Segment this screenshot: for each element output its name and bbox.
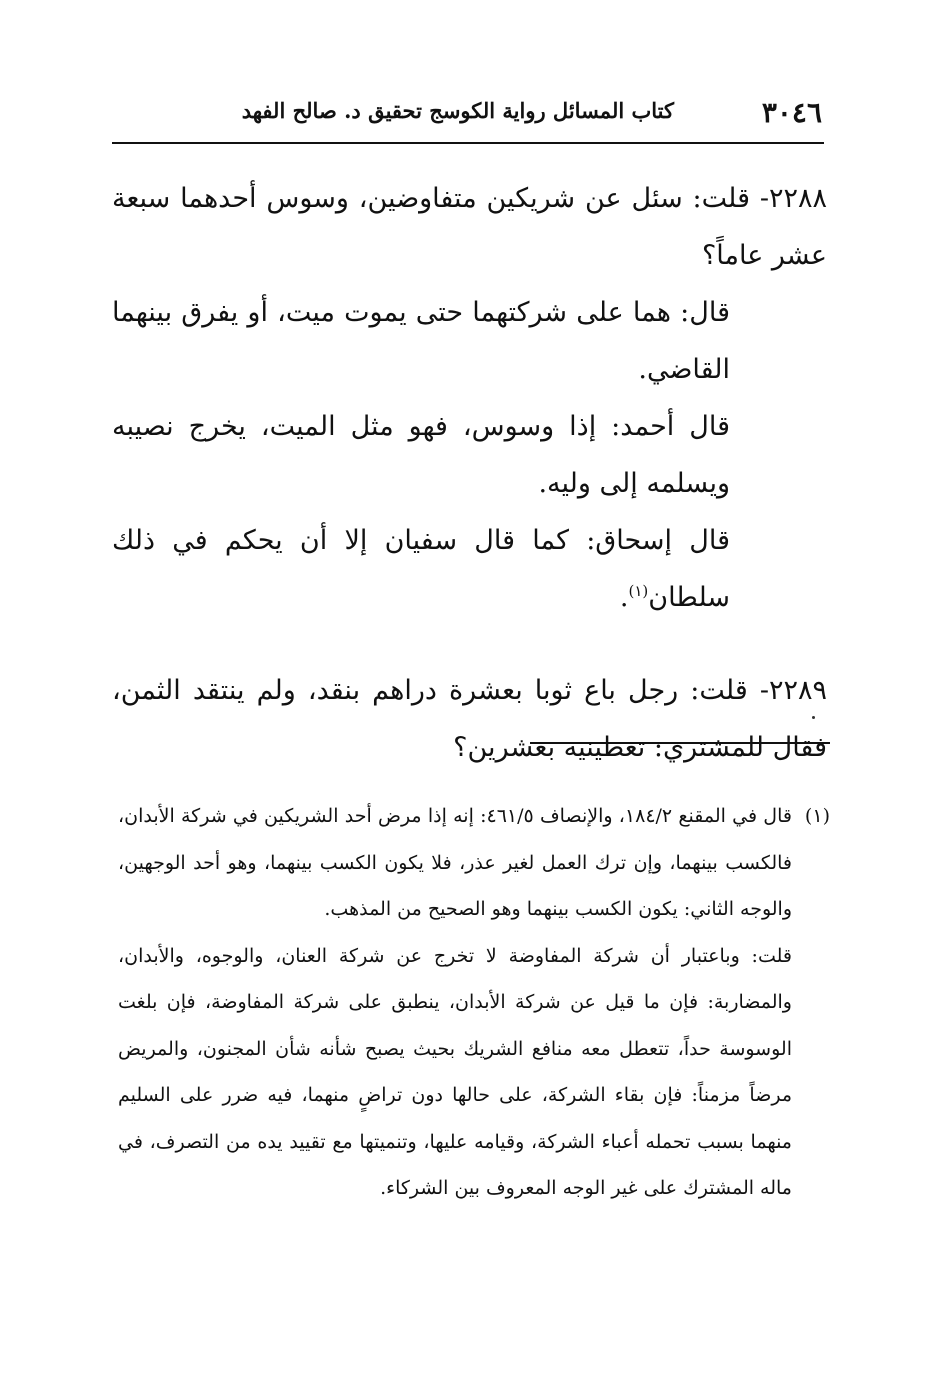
main-text: [112, 170, 827, 776]
footnote-1: [118, 793, 830, 933]
page-number: ٣٠٤٦: [761, 96, 822, 129]
answer-paragraph: قال: هما على شركتهما حتى يموت ميت، أو يفرق بينهما القاضي.: [112, 297, 730, 385]
ishaq-answer-text: قال إسحاق: كما قال سفيان إلا أن يحكم في ذلك سلطان: [112, 525, 730, 613]
entry-dash: -: [750, 183, 769, 214]
entry-number: ٢٢٨٨: [768, 183, 827, 214]
entry-number: ٢٢٨٩: [768, 675, 827, 706]
footnote-1-text: قال في المقنع ١٨٤/٢، والإنصاف ٤٦١/٥: إنه إذا مرض أحد الشريكين في شركة الأبدان، فالكسب بينهما، وإن ترك العمل لغير عذر، فلا يكون الكسب بينهما، وهو أحد الوجهين، والوجه الثاني: يكون الكسب بينهما وهو الصحيح من المذهب.: [118, 805, 792, 920]
sentence-period: .: [619, 582, 629, 613]
footnote-separator: [530, 742, 830, 744]
question-text: قلت: رجل باع ثوبا بعشرة دراهم بنقد، ولم ينتقد الثمن، فقال للمشتري: تعطينيه بعشرين؟: [112, 675, 827, 763]
entry-2288: [112, 170, 827, 626]
ahmad-answer-paragraph: قال أحمد: إذا وسوس، فهو مثل الميت، يخرج نصيبه ويسلمه إلى وليه.: [112, 411, 730, 499]
entry-dash: -: [747, 675, 769, 706]
question-text: قلت: سئل عن شريكين متفاوضين، وسوس أحدهما سبعة عشر عاماً؟: [112, 183, 827, 271]
entry-question: [112, 662, 827, 776]
footnote-1-continuation: قلت: وباعتبار أن شركة المفاوضة لا تخرج عن شركة العنان، والوجوه، والأبدان، والمضاربة: فإن ما قيل عن شركة الأبدان، ينطبق على شركة المفاوضة، فإن بلغت الوسوسة حداً، تتعطل معه منافع الشريك بحيث يصبح شأنه شأن المجنون، والمريض مرضاً مزمناً: فإن بقاء الشركة، على حالها دون تراضٍ منهما، فيه ضرر على السليم منهما بسبب تحمله أعباء الشركة، وقيامه عليها، وتنميتها مع تقييد يده من التصرف، في ماله المشترك على غير الوجه المعروف بين الشركاء.: [118, 944, 792, 1199]
footnote-mark: (١): [804, 805, 830, 827]
ishaq-answer-paragraph: [112, 512, 827, 626]
stray-dot: [812, 716, 815, 719]
footnotes: [118, 793, 830, 1212]
footnote-reference[interactable]: (١): [628, 582, 649, 600]
entry-question: [112, 170, 827, 284]
entry-2289: [112, 662, 827, 776]
running-header: [112, 92, 824, 144]
header-title: كتاب المسائل رواية الكوسج تحقيق د. صالح الفهد: [241, 98, 674, 123]
